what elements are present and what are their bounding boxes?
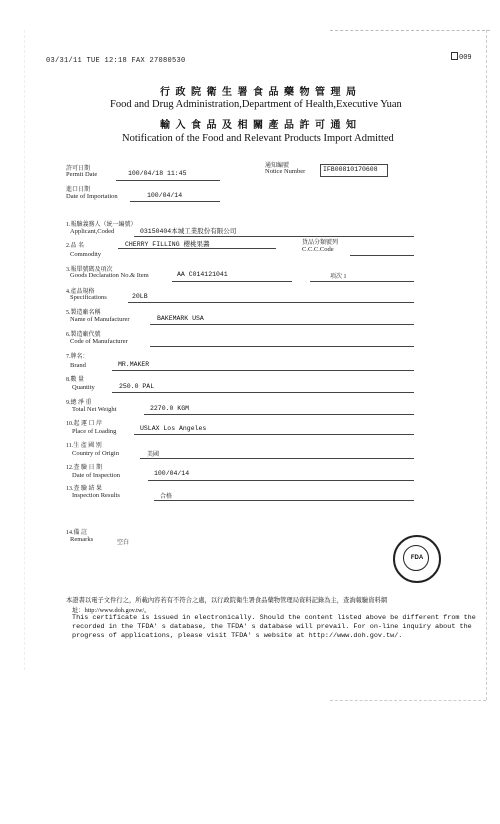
- specifications-label-cn: 4.產品規格: [66, 289, 95, 295]
- inspection-results-underline: [154, 500, 414, 501]
- importation-date-value: 100/04/14: [147, 192, 183, 199]
- remarks-label-cn: 14.備 註: [66, 530, 88, 536]
- quantity-label-cn: 8.數 量: [66, 377, 85, 383]
- inspection-results-label-en: Inspection Results: [72, 492, 120, 499]
- loading-value: USLAX Los Angeles: [140, 425, 207, 432]
- origin-label-en: Country of Origin: [72, 450, 119, 457]
- net-weight-label-en: Total Net Weight: [72, 406, 117, 413]
- item-label: 項次 1: [330, 274, 347, 280]
- inspection-results-label-cn: 13.查 驗 結 果: [66, 486, 103, 492]
- remarks-value: 空白: [117, 540, 130, 546]
- commodity-underline: [118, 248, 276, 249]
- goods-declaration-value: AA C014121041: [177, 271, 228, 278]
- origin-label-cn: 11.生 產 國 別: [66, 443, 102, 449]
- commodity-label-en: Commodity: [70, 251, 102, 258]
- manufacturer-code-label-cn: 6.製造廠代號: [66, 332, 101, 338]
- title-cn-notice: 輸 入 食 品 及 相 關 產 品 許 可 通 知: [160, 120, 358, 131]
- applicant-value: 03150404本城工業股份有限公司: [140, 228, 237, 235]
- manufacturer-underline: [150, 324, 414, 325]
- net-weight-label-cn: 9.總 淨 重: [66, 400, 92, 406]
- manufacturer-label-cn: 5.製造廠名稱: [66, 310, 101, 316]
- quantity-value: 250.0 PAL: [119, 383, 155, 390]
- footer-cn-line1: 本證書以電子文件行之，所載內容若有不符合之處，以行政院衛生署食品藥物管理局資料記錄為主，查詢報驗資料網: [66, 597, 388, 604]
- notice-number-label-en: Notice Number: [265, 168, 306, 175]
- item-underline: [310, 281, 414, 282]
- loading-label-en: Place of Loading: [72, 428, 117, 435]
- footer-en-line1: This certificate is issued in electronically. Should the content listed above be different from the: [72, 614, 476, 622]
- quantity-label-en: Quantity: [72, 384, 95, 391]
- permit-date-label-cn: 許可日期: [66, 166, 91, 172]
- specifications-label-en: Specifications: [70, 294, 107, 301]
- page-number-text: 009: [459, 54, 472, 62]
- inspection-date-underline: [148, 480, 414, 481]
- goods-declaration-underline: [172, 281, 292, 282]
- commodity-value: CHERRY FILLING 櫻桃果醬: [125, 241, 210, 248]
- notice-number-label-cn: 通知編號: [265, 163, 290, 169]
- quantity-underline: [112, 392, 414, 393]
- inspection-date-label-en: Date of Inspection: [72, 472, 121, 479]
- ccc-underline: [350, 255, 414, 256]
- manufacturer-code-label-en: Code of Manufacturer: [70, 338, 128, 345]
- fax-edge-left: [24, 30, 25, 670]
- inspection-results-value: 合格: [160, 494, 173, 500]
- title-en-notice: Notification of the Food and Relevant Products Import Admitted: [122, 133, 394, 144]
- loading-label-cn: 10.起 運 口 岸: [66, 421, 103, 427]
- net-weight-underline: [144, 414, 414, 415]
- origin-underline: [140, 458, 414, 459]
- footer-en-line3: progress of applications, please visit TFDA' s website at http://www.doh.gov.tw/.: [72, 632, 403, 640]
- brand-underline: [112, 370, 414, 371]
- title-cn-agency: 行 政 院 衛 生 署 食 品 藥 物 管 理 局: [160, 87, 358, 98]
- footer-en-line2: recorded in the TFDA' s database, the TFDA' s database will prevail. For on-line inquiry about the: [72, 623, 472, 631]
- origin-value: 美國: [147, 452, 160, 458]
- specifications-value: 20LB: [132, 293, 148, 300]
- manufacturer-value: BAKEMARK USA: [157, 315, 204, 322]
- fax-edge-right: [486, 30, 487, 700]
- fax-edge-bottom: [330, 700, 486, 701]
- brand-label-en: Brand: [70, 362, 86, 369]
- page-number: [451, 52, 472, 62]
- commodity-label-cn: 2.品 名: [66, 243, 85, 249]
- manufacturer-label-en: Name of Manufacturer: [70, 316, 130, 323]
- importation-date-label-cn: 進口日期: [66, 187, 91, 193]
- fax-header: 03/31/11 TUE 12:18 FAX 27080530: [46, 57, 186, 65]
- inspection-date-value: 100/04/14: [154, 470, 190, 477]
- permit-date-underline: [116, 180, 220, 181]
- title-en-agency: Food and Drug Administration,Department of Health,Executive Yuan: [110, 99, 402, 110]
- inspection-date-label-cn: 12.查 驗 日 期: [66, 465, 103, 471]
- specifications-underline: [128, 302, 414, 303]
- applicant-label-en: Applicant,Coded: [70, 228, 115, 235]
- goods-declaration-label-cn: 3.報單號碼及項次: [66, 267, 113, 273]
- importation-date-underline: [130, 201, 220, 202]
- goods-declaration-label-en: Goods Declaration No.& Item: [70, 272, 149, 279]
- page-icon: [451, 52, 458, 60]
- fda-seal-stamp: [393, 535, 441, 583]
- loading-underline: [134, 434, 414, 435]
- permit-date-value: 100/04/18 11:45: [128, 170, 187, 177]
- brand-value: MR.MAKER: [118, 361, 150, 368]
- fax-edge-top: [330, 30, 490, 31]
- ccc-label-en: C.C.C.Code: [302, 246, 334, 253]
- fda-seal-text: FDA: [410, 555, 424, 561]
- net-weight-value: 2270.0 KGM: [150, 405, 190, 412]
- remarks-label-en: Remarks: [70, 536, 94, 543]
- applicant-underline: [134, 236, 414, 237]
- manufacturer-code-underline: [150, 346, 414, 347]
- applicant-label-cn: 1.報驗義務人（統一編號）: [66, 222, 137, 228]
- brand-label-cn: 7.牌名：: [66, 354, 89, 360]
- ccc-label-cn: 貨品分類號列: [302, 240, 339, 246]
- permit-date-label-en: Permit Date: [66, 171, 98, 178]
- notice-number-value: IFB00810170608: [323, 166, 378, 173]
- footer-cn-line2: 址：http://www.doh.gov.tw/。: [72, 607, 151, 614]
- importation-date-label-en: Date of Importation: [66, 193, 118, 200]
